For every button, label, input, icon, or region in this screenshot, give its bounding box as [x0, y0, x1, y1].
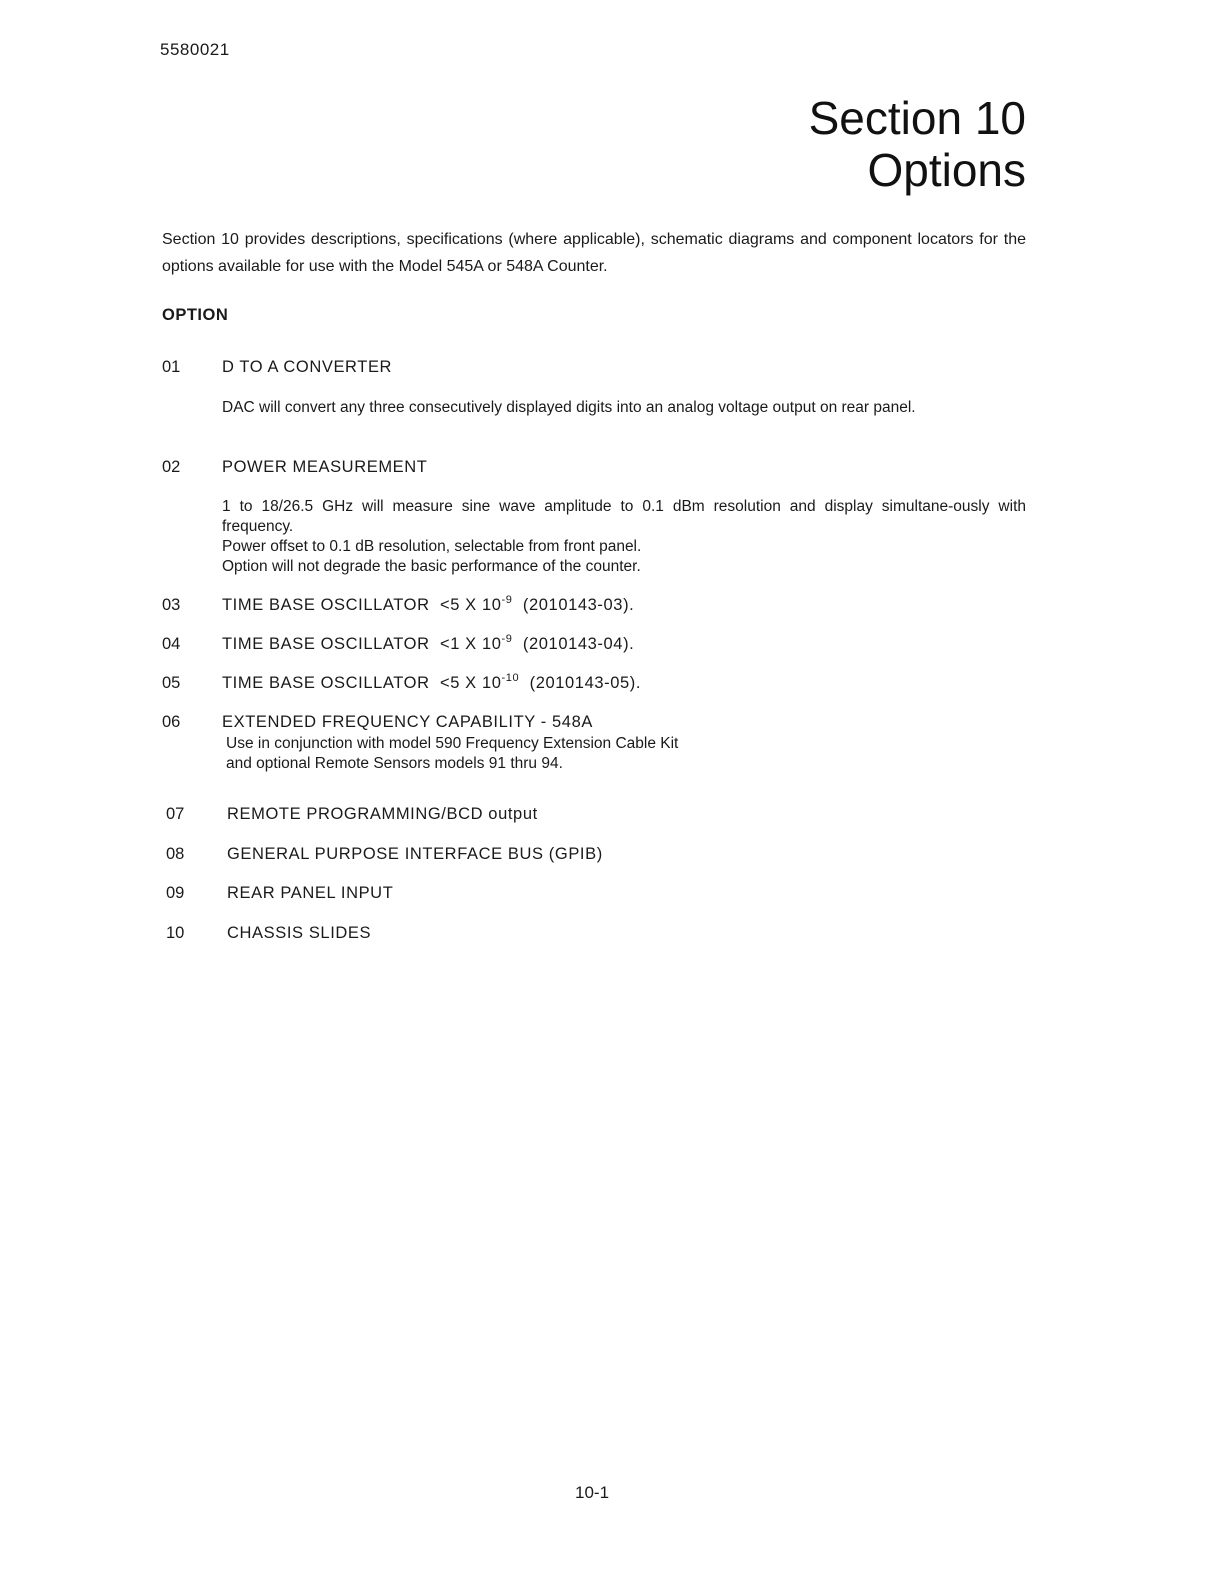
option-description-line: DAC will convert any three consecutively displayed digits into an analog voltage output on rear panel. [222, 399, 916, 416]
option-title-text: TIME BASE OSCILLATOR [222, 674, 430, 692]
option-title: CHASSIS SLIDES [227, 924, 372, 942]
option-heading: OPTION [162, 306, 229, 324]
option-title: GENERAL PURPOSE INTERFACE BUS (GPIB) [227, 845, 603, 863]
part-number: (2010143-05). [529, 674, 642, 692]
option-title: D TO A CONVERTER [222, 358, 393, 376]
option-description [222, 398, 1026, 418]
option-number: 10 [166, 924, 185, 942]
option-title [222, 595, 634, 615]
option-description-line: Power offset to 0.1 dB resolution, selectable from front panel. [222, 538, 642, 555]
section-title-line-2: Options [867, 144, 1026, 196]
stability-exponent: -9 [501, 594, 513, 606]
option-number: 02 [162, 458, 181, 476]
option-number: 04 [162, 635, 181, 653]
option-number: 01 [162, 358, 181, 376]
option-description-line: 1 to 18/26.5 GHz will measure sine wave amplitude to 0.1 dBm resolution and display simultane-ously with frequency. [222, 498, 1026, 535]
part-number: (2010143-03). [522, 596, 635, 614]
option-description-line: and optional Remote Sensors models 91 thru 94. [226, 755, 563, 772]
stability-spec: <5 X 10 [439, 674, 502, 692]
option-description [222, 497, 1026, 577]
intro-paragraph: Section 10 provides descriptions, specifications (where applicable), schematic diagrams and component locators for the options available for use with the Model 545A or 548A Counter. [162, 231, 1026, 275]
option-description-line: Use in conjunction with model 590 Frequency Extension Cable Kit [226, 735, 679, 752]
option-title: REMOTE PROGRAMMING/BCD output [227, 805, 538, 823]
stability-spec: <5 X 10 [439, 596, 502, 614]
option-title-text: TIME BASE OSCILLATOR [222, 635, 430, 653]
document-number: 5580021 [160, 40, 230, 59]
option-title: REAR PANEL INPUT [227, 884, 394, 902]
stability-exponent: -9 [501, 633, 513, 645]
section-title-line-1: Section 10 [808, 92, 1026, 144]
option-number: 03 [162, 596, 181, 614]
option-number: 05 [162, 674, 181, 692]
section-title [809, 92, 1026, 196]
option-number: 08 [166, 845, 185, 863]
option-number: 07 [166, 805, 185, 823]
option-title: POWER MEASUREMENT [222, 458, 428, 476]
page-number: 10-1 [575, 1483, 610, 1502]
part-number: (2010143-04). [522, 635, 635, 653]
option-number: 09 [166, 884, 185, 902]
option-title-text: TIME BASE OSCILLATOR [222, 596, 430, 614]
stability-spec: <1 X 10 [439, 635, 502, 653]
option-description-line: Option will not degrade the basic performance of the counter. [222, 558, 641, 575]
option-title [222, 634, 634, 654]
stability-exponent: -10 [501, 672, 520, 684]
option-description [226, 734, 678, 774]
option-number: 06 [162, 713, 181, 731]
option-title: EXTENDED FREQUENCY CAPABILITY - 548A [222, 713, 593, 731]
option-title [222, 673, 641, 693]
